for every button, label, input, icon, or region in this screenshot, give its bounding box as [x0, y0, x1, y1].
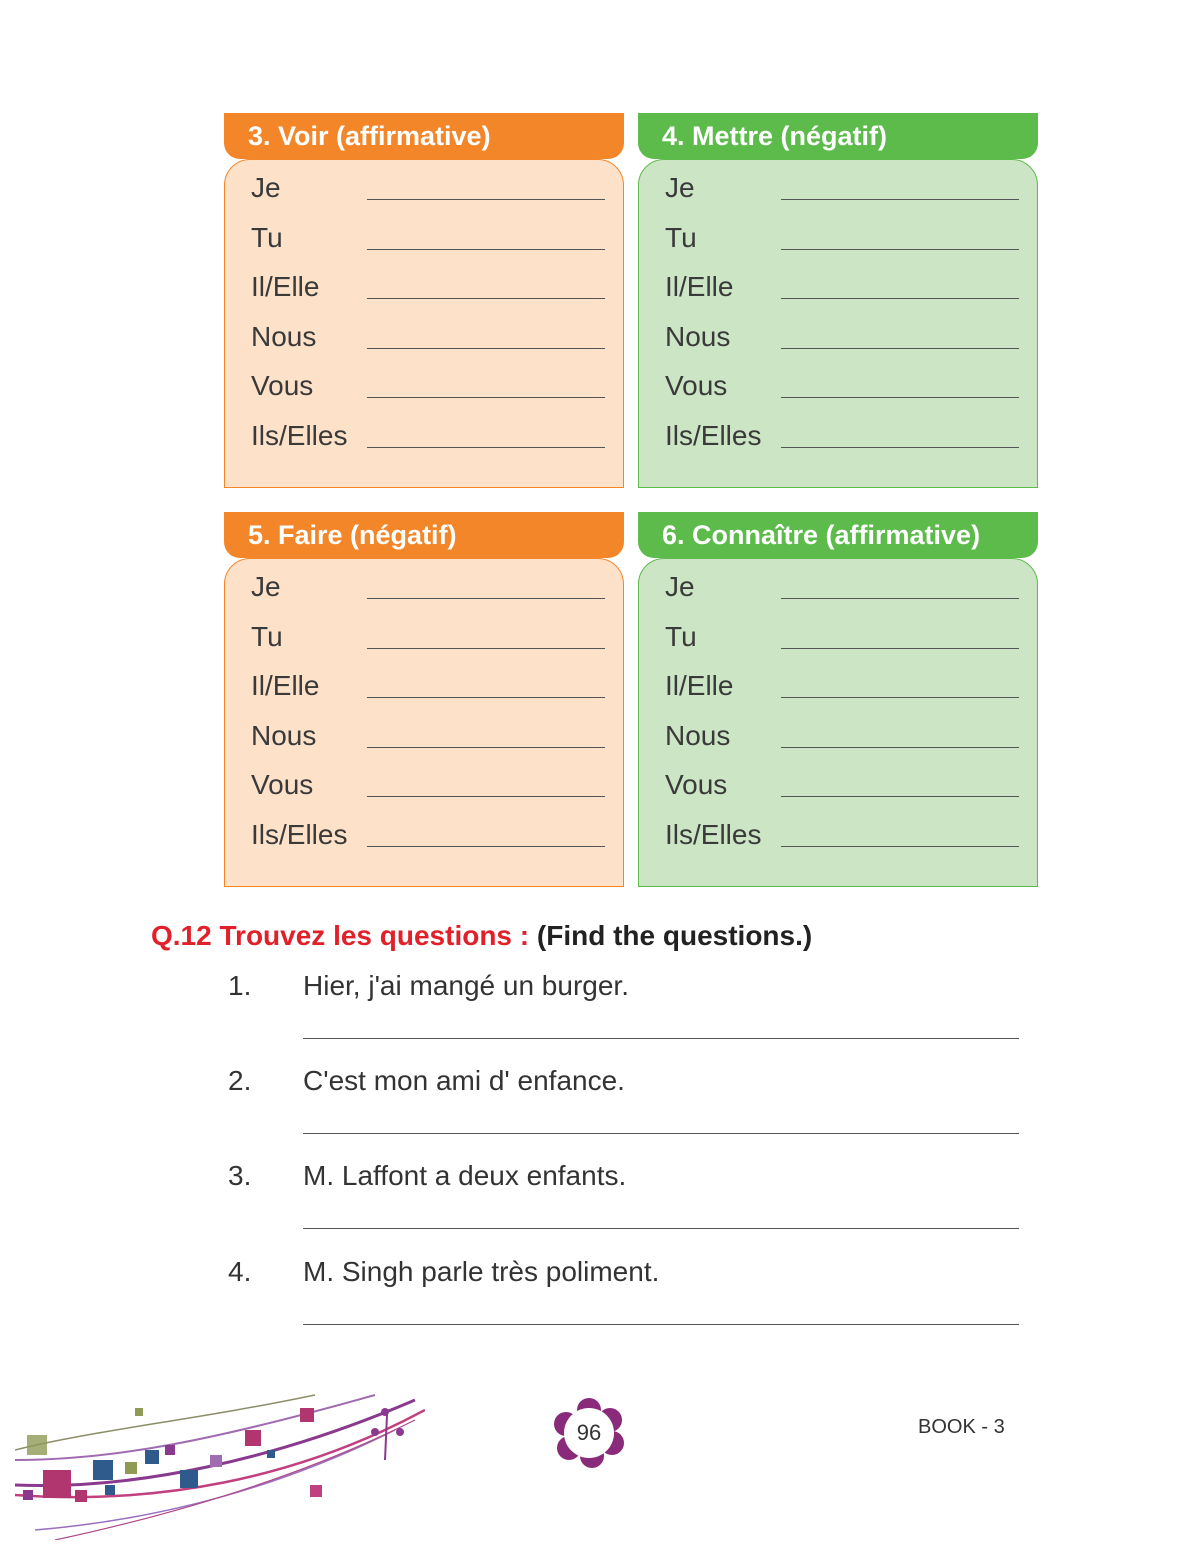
- answer-line[interactable]: [781, 648, 1019, 649]
- card-voir: [224, 113, 624, 488]
- decorative-swirl-icon: [15, 1390, 425, 1540]
- answer-line[interactable]: [781, 447, 1019, 448]
- pronoun: Tu: [665, 222, 697, 253]
- pronoun: Tu: [251, 621, 283, 652]
- question-number: 2.: [228, 1065, 252, 1096]
- question-text: M. Laffont a deux enfants.: [303, 1160, 627, 1191]
- answer-line[interactable]: [781, 249, 1019, 250]
- pronoun: Je: [665, 172, 695, 203]
- answer-line[interactable]: [367, 747, 605, 748]
- pronoun: Ils/Elles: [665, 420, 762, 451]
- book-label: BOOK - 3: [918, 1416, 1005, 1438]
- pronoun: Nous: [665, 720, 731, 751]
- answer-line[interactable]: [781, 598, 1019, 599]
- answer-line[interactable]: [781, 397, 1019, 398]
- pronoun: Tu: [251, 222, 283, 253]
- question-label: Q.12 Trouvez les questions :: [151, 920, 530, 951]
- question-translation: (Find the questions.): [536, 920, 813, 951]
- answer-line[interactable]: [367, 249, 605, 250]
- pronoun: Nous: [251, 321, 317, 352]
- question-number: 1.: [228, 970, 252, 1001]
- pronoun: Ils/Elles: [251, 819, 348, 850]
- answer-line[interactable]: [367, 697, 605, 698]
- answer-line[interactable]: [367, 796, 605, 797]
- pronoun: Je: [251, 571, 281, 602]
- answer-line[interactable]: [781, 697, 1019, 698]
- answer-line[interactable]: [781, 796, 1019, 797]
- card-faire: [224, 512, 624, 887]
- page-number-badge: [552, 1398, 628, 1468]
- card-title: 4. Mettre (négatif): [638, 113, 1038, 159]
- pronoun: Nous: [665, 321, 731, 352]
- card-body: [638, 159, 1038, 488]
- answer-line[interactable]: [781, 298, 1019, 299]
- card-mettre: [638, 113, 1038, 488]
- answer-line[interactable]: [367, 298, 605, 299]
- pronoun: Vous: [251, 370, 314, 401]
- answer-line[interactable]: [367, 846, 605, 847]
- question-text: C'est mon ami d' enfance.: [303, 1065, 625, 1096]
- pronoun: Je: [251, 172, 281, 203]
- answer-line[interactable]: [303, 1324, 1019, 1325]
- pronoun: Je: [665, 571, 695, 602]
- page-number: 96: [564, 1408, 614, 1458]
- pronoun: Nous: [251, 720, 317, 751]
- pronoun: Vous: [251, 769, 314, 800]
- pronoun: Vous: [665, 769, 728, 800]
- pronoun: Vous: [665, 370, 728, 401]
- answer-line[interactable]: [367, 447, 605, 448]
- answer-line[interactable]: [303, 1133, 1019, 1134]
- question-number: 3.: [228, 1160, 252, 1191]
- answer-line[interactable]: [367, 397, 605, 398]
- pronoun: Il/Elle: [251, 670, 320, 701]
- card-body: [224, 159, 624, 488]
- answer-line[interactable]: [781, 747, 1019, 748]
- answer-line[interactable]: [303, 1038, 1019, 1039]
- card-title: 3. Voir (affirmative): [224, 113, 624, 159]
- card-body: [224, 558, 624, 887]
- card-connaitre: [638, 512, 1038, 887]
- answer-line[interactable]: [367, 598, 605, 599]
- pronoun: Tu: [665, 621, 697, 652]
- card-body: [638, 558, 1038, 887]
- answer-line[interactable]: [367, 348, 605, 349]
- answer-line[interactable]: [781, 199, 1019, 200]
- pronoun: Ils/Elles: [665, 819, 762, 850]
- answer-line[interactable]: [367, 648, 605, 649]
- answer-line[interactable]: [781, 846, 1019, 847]
- card-title: 6. Connaître (affirmative): [638, 512, 1038, 558]
- question-text: Hier, j'ai mangé un burger.: [303, 970, 629, 1001]
- answer-line[interactable]: [781, 348, 1019, 349]
- answer-line[interactable]: [367, 199, 605, 200]
- question-heading: [151, 920, 812, 952]
- card-title: 5. Faire (négatif): [224, 512, 624, 558]
- pronoun: Ils/Elles: [251, 420, 348, 451]
- pronoun: Il/Elle: [251, 271, 320, 302]
- question-text: M. Singh parle très poliment.: [303, 1256, 660, 1287]
- answer-line[interactable]: [303, 1228, 1019, 1229]
- question-number: 4.: [228, 1256, 252, 1287]
- pronoun: Il/Elle: [665, 271, 734, 302]
- pronoun: Il/Elle: [665, 670, 734, 701]
